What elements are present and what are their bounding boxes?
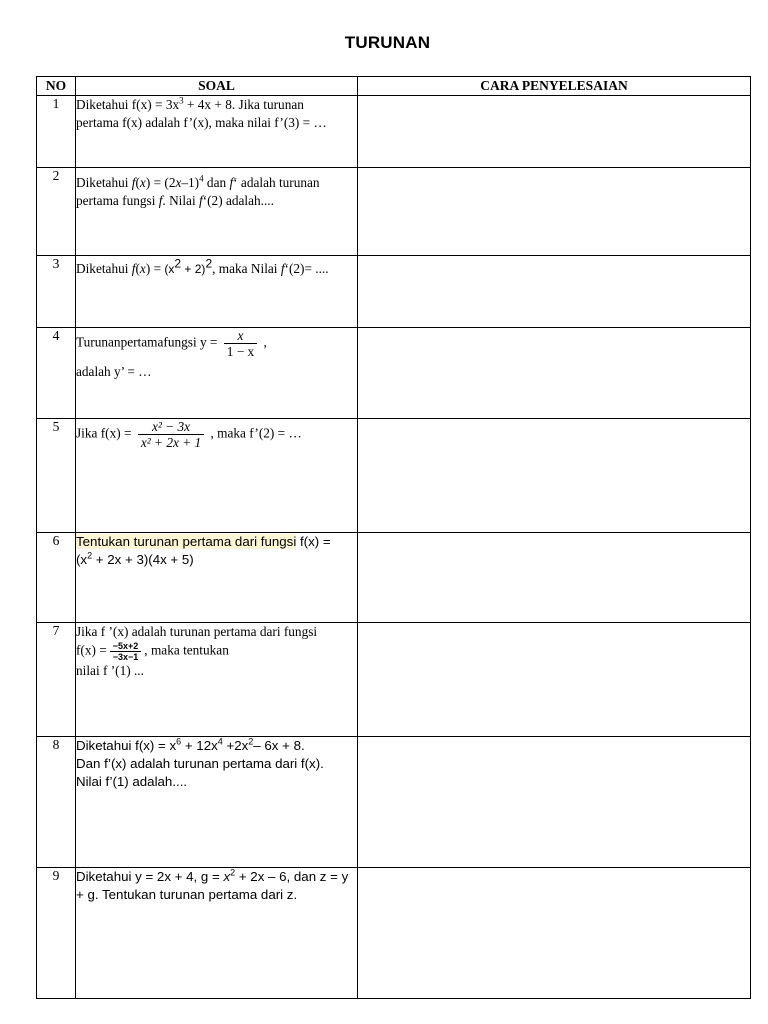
question-cell	[76, 737, 358, 868]
table-row	[37, 96, 751, 168]
row-number: 4	[37, 328, 76, 419]
question-cell	[76, 328, 358, 419]
table-row	[37, 419, 751, 533]
fraction: $\frac{\text{x² − 3x}}{\text{x² + 2x + 1}}$	[138, 419, 204, 450]
row-number: 9	[37, 868, 76, 999]
answer-cell[interactable]	[358, 737, 751, 868]
header-cara: CARA PENYELESAIAN	[358, 77, 751, 96]
question-cell	[76, 168, 358, 256]
answer-cell[interactable]	[358, 623, 751, 737]
question-cell	[76, 533, 358, 623]
row-number: 7	[37, 623, 76, 737]
answer-cell[interactable]	[358, 419, 751, 533]
row-number: 5	[37, 419, 76, 533]
worksheet-table	[36, 76, 751, 999]
question-cell	[76, 419, 358, 533]
answer-cell[interactable]	[358, 96, 751, 168]
question-text: Jika f(x) = $\frac{\text{x² − 3x}}{\text{x² + 2x + 1}}$ , maka f’(2) = …	[76, 419, 302, 450]
row-number: 3	[37, 256, 76, 328]
question-text: Diketahui $f(x) = 3x^3 + 4x + 8$. Jika turunan pertama f(x) adalah f’(x), maka nilai f’(3) = …	[76, 95, 327, 130]
table-row	[37, 623, 751, 737]
row-number: 6	[37, 533, 76, 623]
question-cell	[76, 623, 358, 737]
question-text: Jika f ’(x) adalah turunan pertama dari fungsi f(x) = $\frac{-5x+2}{-3x-1}$ , maka tentukan nilai f ’(1) ...	[76, 624, 318, 678]
table-row	[37, 533, 751, 623]
answer-cell[interactable]	[358, 533, 751, 623]
row-number: 1	[37, 96, 76, 168]
answer-cell[interactable]	[358, 256, 751, 328]
header-no: NO	[37, 77, 76, 96]
row-number: 8	[37, 737, 76, 868]
header-row	[37, 77, 751, 96]
question-text: Diketahui $f(x) = (x^2 + 2)^2$, maka Nilai f‘(2)= ....	[76, 257, 329, 277]
question-text: Diketahui $f(x) = x^6 + 12x^4 +2x^2-$ 6x + 8. Dan f’(x) adalah turunan pertama dari f(x). Nilai f’(1) adalah....	[76, 736, 324, 789]
table-row	[37, 328, 751, 419]
row-number: 2	[37, 168, 76, 256]
question-cell	[76, 96, 358, 168]
table-row	[37, 737, 751, 868]
question-text: Tentukan turunan pertama dari fungsi f(x) = $(x^2 + 2x + 3)(4x + 5)$	[76, 534, 331, 567]
table-row	[37, 256, 751, 328]
question-cell	[76, 256, 358, 328]
question-text-line: adalah y’ = …	[76, 364, 152, 379]
answer-cell[interactable]	[358, 328, 751, 419]
question-text: Diketahui y = 2x + 4, $g = x^2 + 2x - 6$, dan z = y + g. Tentukan turunan pertama dari z.	[76, 867, 349, 902]
table-row	[37, 868, 751, 999]
answer-cell[interactable]	[358, 868, 751, 999]
header-soal: SOAL	[76, 77, 358, 96]
page-title: TURUNAN	[344, 33, 431, 52]
question-text: Turunanpertamafungsi y = $\frac{x}{1 - x}$ ,	[76, 328, 267, 359]
answer-cell[interactable]	[358, 168, 751, 256]
table-row	[37, 168, 751, 256]
fraction: $\frac{x}{1 - x}$	[224, 328, 257, 359]
question-cell	[76, 868, 358, 999]
question-text: Diketahui $f(x) = (2x-1)^4$ dan f‘ adalah turunan pertama fungsi f. Nilai f‘(2) adalah....	[76, 173, 320, 208]
fraction: $\frac{-5x+2}{-3x-1}$	[110, 641, 142, 662]
